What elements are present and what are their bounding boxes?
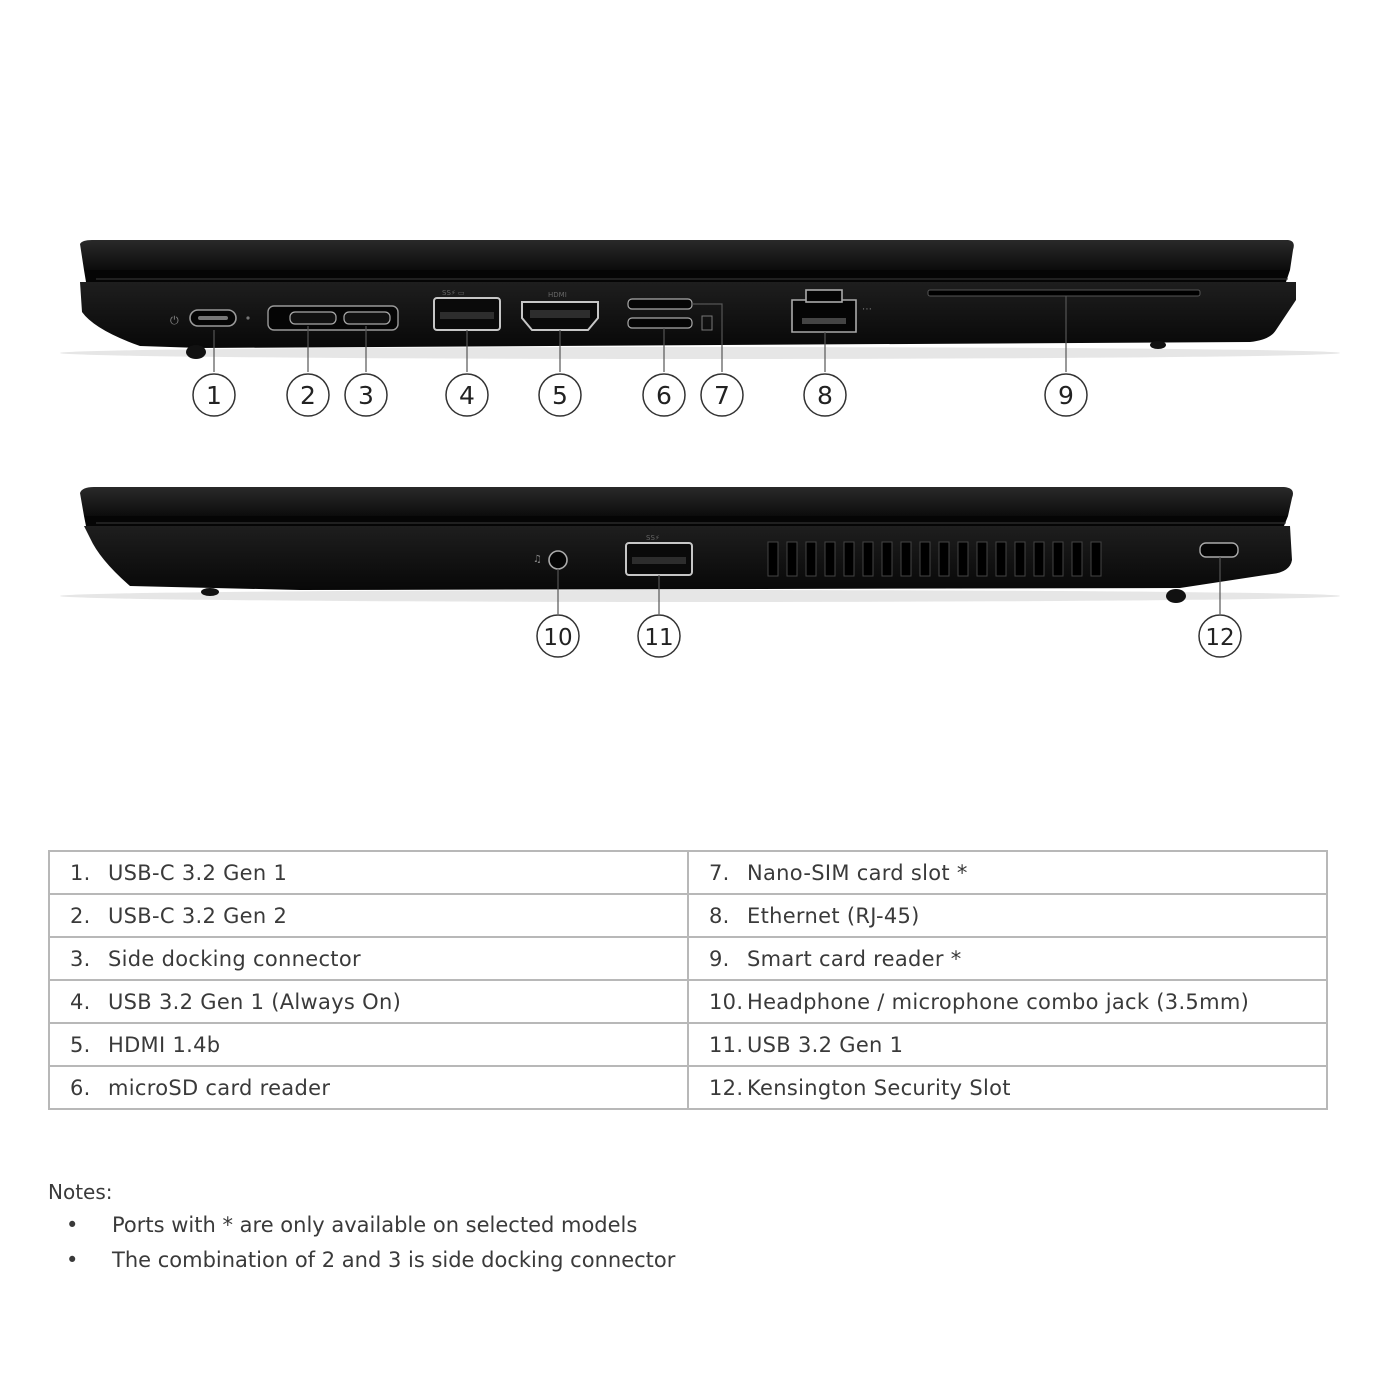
notes-list [48,1208,948,1278]
svg-text:⋯: ⋯ [862,304,872,315]
note-text: Ports with * are only available on selected models [112,1213,638,1237]
port-label: HDMI 1.4b [108,1032,221,1057]
callout-4: 4 [459,381,475,410]
port-number: 7. [709,860,730,885]
list-item [48,1208,948,1243]
port-label: Headphone / microphone combo jack (3.5mm) [747,989,1250,1014]
port-cell [49,937,688,980]
port-cell [688,980,1327,1023]
port-cell [688,894,1327,937]
port-number: 8. [709,903,730,928]
port-cell [49,1023,688,1066]
callout-8: 8 [817,381,833,410]
callout-9: 9 [1058,381,1074,410]
port-number: 6. [70,1075,91,1100]
port-cell [49,1066,688,1109]
callout-7: 7 [714,381,730,410]
laptop-right-side-image [60,487,1340,603]
callout-10: 10 [543,625,573,651]
callout-2: 2 [300,381,316,410]
svg-text:♫: ♫ [533,554,542,565]
callout-5: 5 [552,381,568,410]
port-number: 2. [70,903,91,928]
port-number: 1. [70,860,91,885]
notes-title: Notes: [48,1180,113,1204]
port-label: Nano-SIM card slot * [747,860,968,885]
list-item [48,1243,948,1278]
table-row [49,937,1327,980]
port-cell [688,1023,1327,1066]
port-cell [49,980,688,1023]
port-label: USB 3.2 Gen 1 [747,1032,904,1057]
laptop-left-side-image [60,240,1340,359]
port-cell [49,894,688,937]
port-number: 3. [70,946,91,971]
svg-text:SS⚡: SS⚡ [646,534,660,542]
port-label: USB-C 3.2 Gen 2 [108,903,288,928]
port-label: Ethernet (RJ-45) [747,903,920,928]
callout-3: 3 [358,381,374,410]
port-cell [688,1066,1327,1109]
callout-12: 12 [1205,625,1235,651]
table-row [49,851,1327,894]
callout-11: 11 [644,625,674,651]
table-row [49,894,1327,937]
port-number: 10. [709,989,744,1014]
svg-text:HDMI: HDMI [548,291,567,299]
ports-table [48,850,1328,1110]
port-cell [688,937,1327,980]
port-number: 4. [70,989,91,1014]
port-number: 5. [70,1032,91,1057]
port-label: Smart card reader * [747,946,962,971]
port-label: Side docking connector [108,946,361,971]
svg-text:⏻: ⏻ [170,314,179,327]
port-number: 9. [709,946,730,971]
table-row [49,1023,1327,1066]
port-cell [688,851,1327,894]
svg-text:SS⚡ ▭: SS⚡ ▭ [442,289,465,297]
note-text: The combination of 2 and 3 is side docking connector [112,1248,676,1272]
port-label: microSD card reader [108,1075,331,1100]
callout-1: 1 [206,381,222,410]
port-label: Kensington Security Slot [747,1075,1011,1100]
table-row [49,1066,1327,1109]
table-row [49,980,1327,1023]
port-number: 11. [709,1032,744,1057]
port-label: USB 3.2 Gen 1 (Always On) [108,989,402,1014]
bullet-icon: • [66,1248,79,1272]
port-cell [49,851,688,894]
notes-section [48,1180,948,1278]
callout-6: 6 [656,381,672,410]
bullet-icon: • [66,1213,79,1237]
port-label: USB-C 3.2 Gen 1 [108,860,288,885]
port-number: 12. [709,1075,744,1100]
